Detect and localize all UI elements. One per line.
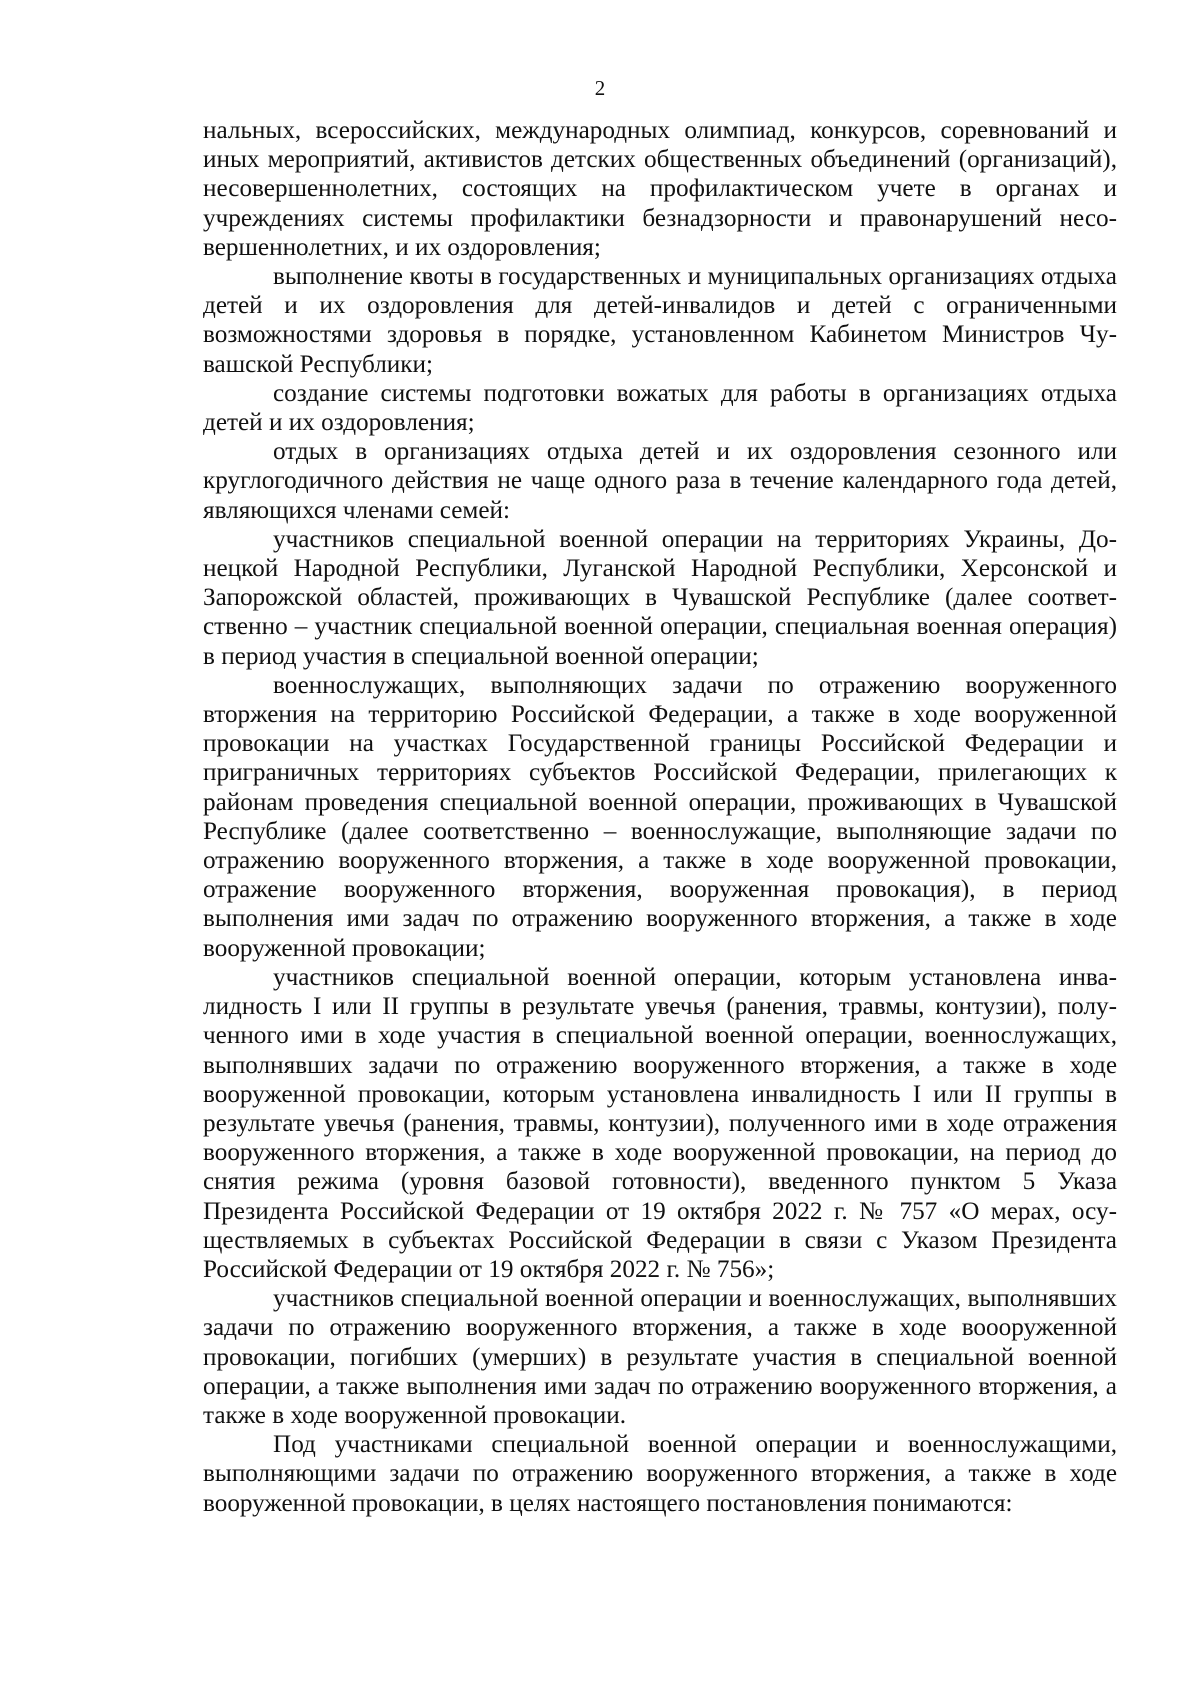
paragraph-svo-participants: участников специальной военной операции на территориях Украины, Донецкой Народной Республики, Луганской Народной Республики, Херсонской и Запорожской областей, проживающих в Чувашской Республике (далее соответственно – участник специальной военной операции, специальная военная операция) в период участия в специальной военной операции;	[203, 525, 1117, 670]
paragraph-quota: выполнение квоты в государственных и муниципальных организациях отдыха детей и их оздоровления для детей-инвалидов и детей с ограниченными возможностями здоровья в порядке, установленном Кабинетом Министров Чувашской Республики;	[203, 263, 1117, 378]
paragraph-definition: Под участниками специальной военной операции и военнослужащими, выполняющими задачи по отражению вооруженного вторжения, а также в ходе вооруженной провокации, в целях настоящего постановления понимаются:	[203, 1431, 1117, 1517]
paragraph-continuation: нальных, всероссийских, международных олимпиад, конкурсов, соревнований и иных мероприятий, активистов детских общественных объединений (организаций), несовершеннолетних, состоящих на профилактическом учете в органах и учреждениях системы профилактики безнадзорности и правонарушений несовершеннолетних, и их оздоровления;	[203, 117, 1117, 261]
paragraph-rest: отдых в организациях отдыха детей и их оздоровления сезонного или круглогодичного действия не чаще одного раза в течение календарного года детей, являющихся членами семей:	[203, 438, 1117, 524]
page-number: 2	[594, 76, 606, 100]
document-body	[203, 116, 1117, 1518]
paragraph-deceased: участников специальной военной операции и военнослужащих, выполнявших задачи по отражению вооруженного вторжения, а также в ходе воооруженной провокации, погибших (умерших) в результате участия в специальной военной операции, а также выполнения ими задач по отражению вооруженного вторжения, а также в ходе вооруженной провокации.	[203, 1285, 1117, 1429]
paragraph-counselors: создание системы подготовки вожатых для работы в организациях отдыха детей и их оздоровления;	[203, 379, 1117, 437]
paragraph-disabled: участников специальной военной операции, которым установлена инвалидность I или II группы в результате увечья (ранения, травмы, контузии), полученного ими в ходе участия в специальной военной операции, военнослужащих, выполнявших задачи по отражению вооруженного вторжения, а также в ходе вооруженной провокации, которым установлена инвалидность I или II группы в результате увечья (ранения, травмы, контузии), полученного ими в ходе отражения вооруженного вторжения, а также в ходе вооруженной провокации, на период до снятия режима (уровня базовой готовности), введенного пунктом 5 Указа Президента Российской Федерации от 19 октября 2022 г. № 757 «О мерах, осуществляемых в субъектах Российской Федерации в связи с Указом Президента Российской Федерации от 19 октября 2022 г. № 756»;	[203, 963, 1117, 1283]
paragraph-servicemen: военнослужащих, выполняющих задачи по отражению вооруженного вторжения на территорию Российской Федерации, а также в ходе вооруженной провокации на участках Государственной границы Российской Федерации и приграничных территориях субъектов Российской Федерации, прилегающих к районам проведения специальной военной операции, проживающих в Чувашской Республике (далее соответственно – военнослужащие, выполняющие задачи по отражению вооруженного вторжения, а также в ходе вооруженной провокации, отражение вооруженного вторжения, вооруженная провокация), в период выполнения ими задач по отражению вооруженного вторжения, а также в ходе вооруженной провокации;	[203, 671, 1117, 962]
